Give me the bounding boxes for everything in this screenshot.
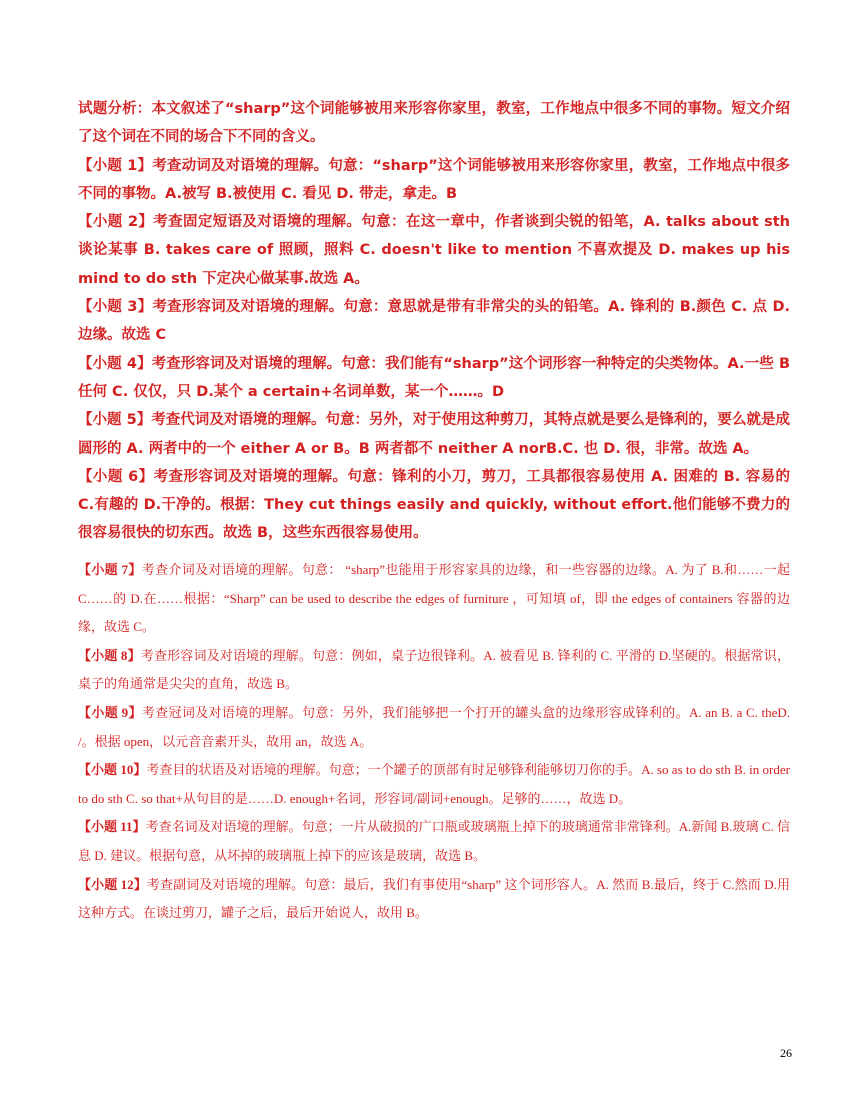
item-4 bbox=[78, 350, 790, 407]
item-label: 【小题 5】 bbox=[78, 412, 152, 429]
item-9 bbox=[78, 699, 790, 756]
item-text: 考查介词及对语境的理解。句意： “sharp”也能用于形容家具的边缘，和一些容器的边缘。A. 为了 B.和……一起 C……的 D.在……根据：“Sharp” can be used to describe the edges of furniture ，可知填 of，即 the edges of containers 容器的边缘，故选 C。 bbox=[78, 562, 790, 635]
item-text: 考查形容词及对语境的理解。句意：例如，桌子边很锋利。A. 被看见 B. 锋利的 C. 平滑的 D.坚硬的。根据常识，桌子的角通常是尖尖的直角，故选 B。 bbox=[78, 647, 790, 692]
item-label: 【小题 2】 bbox=[78, 214, 154, 231]
item-text: 考查固定短语及对语境的理解。句意：在这一章中，作者谈到尖锐的铅笔，A. talks about sth 谈论某事 B. takes care of 照顾，照料 C. doesn't like to mention 不喜欢提及 D. makes up his mind to do sth 下定决心做某事.故选 A。 bbox=[78, 214, 790, 287]
item-text: 考查目的状语及对语境的理解。句意；一个罐子的顶部有时足够锋利能够切刀你的手。A. so as to do sth B. in order to do sth C. so that+从句目的是……D. enough+名词，形容词/副词+enough。足够的……，故选 D。 bbox=[78, 762, 790, 806]
item-text: 考查代词及对语境的理解。句意：另外，对于使用这种剪刀，其特点就是要么是锋利的，要么就是成圆形的 A. 两者中的一个 either A or B。B 两者都不 neither A norB.C. 也 D. 很，非常。故选 A。 bbox=[78, 412, 791, 457]
item-12 bbox=[78, 871, 790, 928]
item-text: 考查形容词及对语境的理解。句意：意思就是带有非常尖的头的铅笔。A. 锋利的 B.颜色 C. 点 D. 边缘。故选 C bbox=[78, 299, 791, 344]
item-label: 【小题 6】 bbox=[78, 468, 154, 485]
item-label: 【小题 1】 bbox=[78, 157, 153, 174]
analysis-block-upper bbox=[78, 95, 790, 548]
item-3 bbox=[78, 293, 790, 350]
item-label: 【小题 11】 bbox=[78, 819, 146, 835]
item-10 bbox=[78, 756, 790, 813]
item-text: 考查冠词及对语境的理解。句意：另外，我们能够把一个打开的罐头盒的边缘形容成锋利的。A. an B. a C. theD. /。根据 open，以元音音素开头，故用 an，故选 A。 bbox=[78, 704, 790, 749]
item-text: 考查名词及对语境的理解。句意；一片从破损的广口瓶或玻璃瓶上掉下的玻璃通常非常锋利。A.新闻 B.玻璃 C. 信息 D. 建议。根据句意，从坏掉的玻璃瓶上掉下的应该是玻璃，故选 B。 bbox=[78, 819, 790, 863]
item-text: 考查形容词及对语境的理解。句意：锋利的小刀，剪刀，工具都很容易使用 A. 困难的 B. 容易的 C.有趣的 D.干净的。根据：They cut things easily and quickly, without effort.他们能够不费力的很容易很快的切东西。故选 B，这些东西很容易使用。 bbox=[78, 468, 791, 542]
item-text: 考查形容词及对语境的理解。句意：我们能有“sharp”这个词形容一种特定的尖类物体。A.一些 B 任何 C. 仅仅，只 D.某个 a certain+名词单数，某一个……。D bbox=[78, 355, 790, 400]
analysis-block-lower bbox=[78, 556, 790, 928]
item-11 bbox=[78, 813, 790, 870]
item-1 bbox=[78, 152, 790, 209]
item-label: 【小题 4】 bbox=[78, 355, 152, 372]
item-8 bbox=[78, 642, 790, 699]
item-label: 【小题 10】 bbox=[78, 762, 147, 778]
item-label: 【小题 3】 bbox=[78, 299, 153, 316]
item-7 bbox=[78, 556, 790, 642]
item-text: 考查动词及对语境的理解。句意：“sharp”这个词能够被用来形容你家里，教室，工作地点中很多不同的事物。A.被写 B.被使用 C. 看见 D. 带走，拿走。B bbox=[78, 157, 791, 202]
item-label: 【小题 9】 bbox=[78, 704, 142, 720]
item-label: 【小题 12】 bbox=[78, 876, 147, 892]
item-label: 【小题 8】 bbox=[78, 647, 141, 663]
item-label: 【小题 7】 bbox=[78, 562, 142, 577]
item-text: 考查副词及对语境的理解。句意：最后，我们有事使用“sharp” 这个词形容人。A. 然而 B.最后，终于 C.然而 D.用这种方式。在谈过剪刀，罐子之后，最后开始说人，故用 B。 bbox=[78, 876, 790, 921]
page-number: 26 bbox=[780, 1046, 792, 1060]
item-2 bbox=[78, 208, 790, 293]
item-6 bbox=[78, 463, 790, 548]
item-5 bbox=[78, 406, 790, 463]
analysis-text: 试题分析：本文叙述了“sharp”这个词能够被用来形容你家里，教室，工作地点中很多不同的事物。短文介绍了这个词在不同的场合下不同的含义。 bbox=[78, 101, 790, 146]
